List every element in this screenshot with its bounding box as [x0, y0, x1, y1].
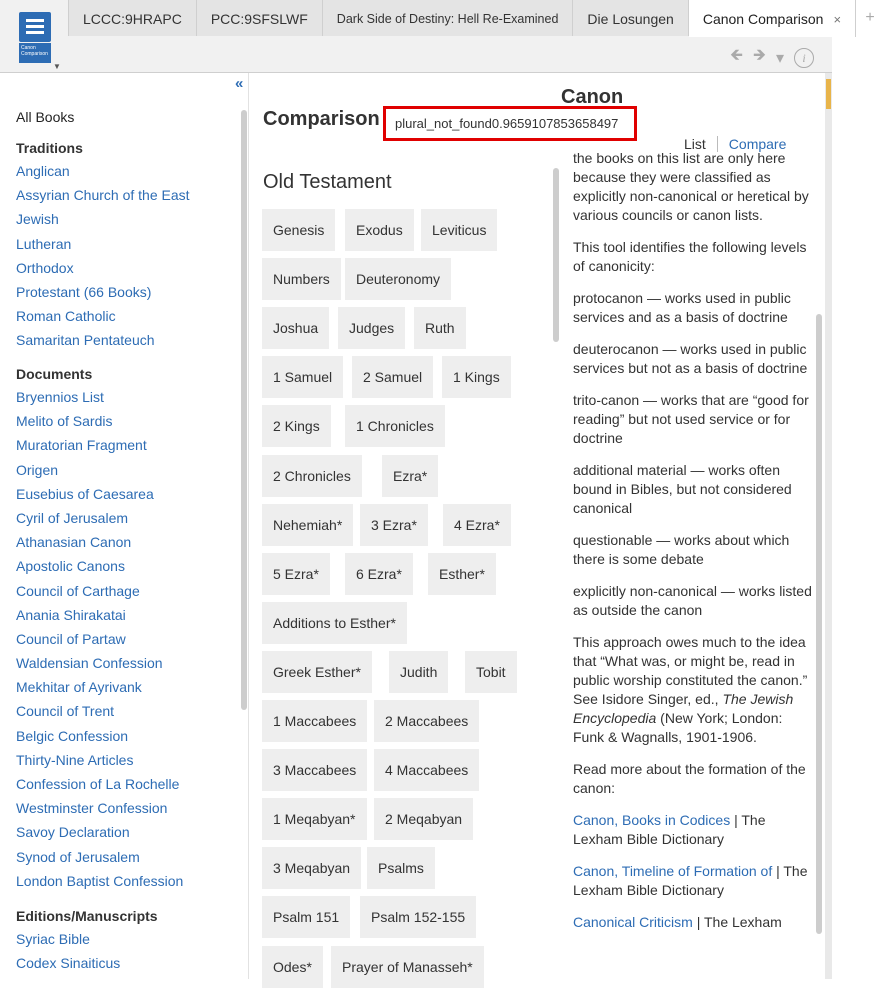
tab-pcc[interactable]: [197, 0, 323, 36]
top-toolbar: [0, 0, 875, 73]
comparison-scrollbar[interactable]: [553, 168, 559, 342]
add-tab-button[interactable]: +: [865, 9, 875, 26]
book-chip[interactable]: Esther*: [428, 553, 496, 595]
sidebar-item-council-of-trent[interactable]: Council of Trent: [16, 703, 115, 720]
read-more-text: Read more about the formation of the canon:: [573, 761, 806, 796]
sidebar-item-lutheran[interactable]: Lutheran: [16, 235, 72, 252]
sidebar-item-eusebius-of-caesarea[interactable]: Eusebius of Caesarea: [16, 485, 154, 502]
book-chip[interactable]: Prayer of Manasseh*: [331, 946, 484, 988]
book-chip[interactable]: 1 Chronicles: [345, 405, 445, 447]
book-chip[interactable]: Odes*: [262, 946, 323, 988]
canon-paragraph: additional material — works often bound in Bibles, but not considered canonical: [573, 462, 792, 516]
canon-paragraph: This tool identifies the following levels of canonicity:: [573, 239, 807, 274]
tab-list[interactable]: List: [684, 136, 706, 152]
sidebar-item-jewish[interactable]: Jewish: [16, 211, 59, 228]
sidebar-item-council-of-partaw[interactable]: Council of Partaw: [16, 630, 126, 647]
book-chip[interactable]: 3 Maccabees: [262, 749, 367, 791]
book-chip[interactable]: Tobit: [465, 651, 517, 693]
reference-link[interactable]: Canon, Books in Codices: [573, 812, 731, 828]
chevron-down-icon[interactable]: ▼: [53, 62, 61, 71]
reference-link[interactable]: Canonical Criticism: [573, 914, 693, 930]
tab-die-losungen[interactable]: [573, 0, 688, 36]
nav-controls: [730, 44, 814, 71]
reference-source: | The Lexham: [692, 914, 782, 930]
sidebar-item-belgic-confession[interactable]: Belgic Confession: [16, 727, 129, 744]
sidebar-item-origen[interactable]: Origen: [16, 461, 59, 478]
book-chip[interactable]: 2 Chronicles: [262, 455, 362, 497]
back-arrow-icon[interactable]: 🡸: [729, 47, 743, 64]
sidebar-item-anania-shirakatai[interactable]: Anania Shirakatai: [16, 606, 126, 623]
sidebar-item-melito-of-sardis[interactable]: Melito of Sardis: [16, 413, 113, 430]
sidebar-item-westminster-confession[interactable]: Westminster Confession: [16, 800, 168, 817]
panel-menu-button[interactable]: [19, 12, 51, 64]
sidebar-group-traditions: [16, 137, 190, 353]
book-chip[interactable]: Psalm 152-155: [360, 896, 476, 938]
info-icon[interactable]: i: [794, 48, 814, 68]
sidebar-item-syriac-bible[interactable]: Syriac Bible: [16, 931, 90, 947]
reference-item: [573, 913, 813, 932]
book-chip[interactable]: 1 Kings: [442, 356, 511, 398]
sidebar-item-athanasian-canon[interactable]: Athanasian Canon: [16, 534, 132, 551]
sidebar-item-all-books[interactable]: All Books: [16, 109, 75, 125]
sidebar-item-mekhitar-of-ayrivank[interactable]: Mekhitar of Ayrivank: [16, 679, 142, 696]
tooltip: plural_not_found0.9659107853658497: [383, 106, 637, 141]
sidebar-group-documents: [16, 363, 183, 893]
canon-comparison-icon: [19, 12, 51, 42]
canon-scrollbar[interactable]: [816, 314, 822, 934]
sidebar-item-assyrian-church-of-the-east[interactable]: Assyrian Church of the East: [16, 187, 190, 204]
reference-link[interactable]: Canon, Timeline of Formation of: [573, 863, 773, 879]
sidebar-item-cyril-of-jerusalem[interactable]: Cyril of Jerusalem: [16, 509, 129, 526]
tab-canon-comparison[interactable]: [689, 0, 856, 37]
sidebar-item-protestant-66-books[interactable]: Protestant (66 Books): [16, 283, 152, 300]
approach-paragraph: [573, 633, 813, 747]
panel-icon-caption: Canon Comparison: [19, 43, 51, 63]
book-chip[interactable]: 2 Samuel: [352, 356, 433, 398]
canon-paragraph: the books on this list are only here because they were classified as explicitly non-canonical or heretical by various councils or canon lists.: [573, 150, 809, 223]
canon-title: Canon: [561, 86, 624, 108]
tab-lccc[interactable]: [68, 0, 197, 36]
sidebar-group-heading: Documents: [16, 366, 93, 382]
book-chip[interactable]: Judith: [389, 651, 448, 693]
sidebar-item-apostolic-canons[interactable]: Apostolic Canons: [16, 558, 125, 575]
canon-paragraph: protocanon — works used in public services and as a basis of doctrine: [573, 290, 791, 325]
forward-arrow-icon[interactable]: 🡺: [752, 47, 766, 64]
book-chip[interactable]: 2 Meqabyan: [374, 798, 473, 840]
canon-paragraph: questionable — works about which there is some debate: [573, 532, 790, 567]
tab-label: Canon Comparison: [702, 11, 824, 27]
book-chip[interactable]: 2 Maccabees: [374, 700, 479, 742]
book-chip[interactable]: Leviticus: [421, 209, 497, 251]
book-chip[interactable]: 6 Ezra*: [345, 553, 413, 595]
window-edge: [825, 73, 832, 979]
book-chip[interactable]: Greek Esther*: [262, 651, 372, 693]
book-chip[interactable]: 5 Ezra*: [262, 553, 330, 595]
tab-label: Dark Side of Destiny: Hell Re-Examined: [336, 12, 559, 26]
book-chip[interactable]: 1 Maccabees: [262, 700, 367, 742]
sidebar-item-orthodox[interactable]: Orthodox: [16, 259, 74, 276]
reference-source: | The Lexham Bible Dictionary: [573, 812, 766, 847]
sidebar-item-savoy-declaration[interactable]: Savoy Declaration: [16, 824, 130, 841]
reference-item: [573, 811, 813, 849]
citation-title: The Jewish Encyclopedia: [573, 691, 794, 726]
sidebar-item-waldensian-confession[interactable]: Waldensian Confession: [16, 655, 163, 672]
book-chip[interactable]: 4 Ezra*: [443, 504, 511, 546]
book-chip[interactable]: 2 Kings: [262, 405, 331, 447]
dropdown-menu-icon[interactable]: ▾: [775, 49, 784, 67]
sidebar-item-samaritan-pentateuch[interactable]: Samaritan Pentateuch: [16, 332, 155, 349]
reference-item: [573, 862, 813, 900]
book-chip[interactable]: 1 Samuel: [262, 356, 343, 398]
sidebar-item-confession-of-la-rochelle[interactable]: Confession of La Rochelle: [16, 776, 180, 792]
book-chip[interactable]: 1 Meqabyan*: [262, 798, 367, 840]
book-chip[interactable]: Nehemiah*: [262, 504, 353, 546]
edge-marker: [826, 79, 831, 109]
sidebar-group-heading: Editions/Manuscripts: [16, 908, 158, 924]
tab-compare[interactable]: Compare: [728, 136, 787, 152]
sidebar-item-council-of-carthage[interactable]: Council of Carthage: [16, 582, 140, 599]
comparison-title: Comparison: [263, 108, 380, 130]
sidebar-item-codex-sinaiticus[interactable]: Codex Sinaiticus: [16, 955, 121, 972]
book-chip[interactable]: Joshua: [262, 307, 329, 349]
book-chip[interactable]: 3 Meqabyan: [262, 847, 361, 889]
canon-description: [573, 149, 813, 979]
old-testament-heading: Old Testament: [263, 171, 392, 193]
sidebar: [8, 73, 249, 979]
sidebar-item-bryennios-list[interactable]: Bryennios List: [16, 389, 104, 405]
sidebar-group-editions-manuscripts: [16, 905, 158, 975]
tab-label: Die Losungen: [587, 11, 674, 27]
sidebar-item-synod-of-jerusalem[interactable]: Synod of Jerusalem: [16, 848, 140, 865]
book-chip[interactable]: Ezra*: [382, 455, 438, 497]
book-chip[interactable]: Psalm 151: [262, 896, 350, 938]
sidebar-scrollbar[interactable]: [241, 110, 247, 710]
canon-paragraph: deuterocanon — works used in public services but not as a basis of doctrine: [573, 341, 808, 376]
book-chip[interactable]: 4 Maccabees: [374, 749, 479, 791]
collapse-sidebar-icon[interactable]: «: [235, 75, 244, 92]
canon-paragraph: explicitly non-canonical — works listed as outside the canon: [573, 583, 812, 618]
citation-details: (New York; London: Funk & Wagnalls, 1901-1906.: [573, 710, 783, 745]
approach-text: This approach owes much to the idea that “What was, or might be, read in public worship constituted the canon.” See Isidore Singer, ed.,: [573, 634, 808, 707]
book-chip[interactable]: Genesis: [262, 209, 335, 251]
book-chip[interactable]: Exodus: [345, 209, 414, 251]
reference-source: | The Lexham Bible Dictionary: [573, 863, 808, 898]
sidebar-item-roman-catholic[interactable]: Roman Catholic: [16, 308, 116, 325]
sidebar-item-muratorian-fragment[interactable]: Muratorian Fragment: [16, 437, 147, 454]
close-icon[interactable]: ×: [833, 12, 842, 27]
book-chip[interactable]: Additions to Esther*: [262, 602, 407, 644]
tab-strip: [68, 0, 884, 36]
book-chip[interactable]: Deuteronomy: [345, 258, 451, 300]
sidebar-group-heading: Traditions: [16, 140, 83, 156]
book-chip[interactable]: Psalms: [367, 847, 435, 889]
tab-dark-side-of-destiny[interactable]: [323, 0, 574, 36]
sidebar-item-thirty-nine-articles[interactable]: Thirty-Nine Articles: [16, 751, 134, 768]
sidebar-item-london-baptist-confession[interactable]: London Baptist Confession: [16, 872, 184, 889]
canon-paragraph: trito-canon — works that are “good for reading” but not used service or for doctrine: [573, 392, 809, 446]
book-chip[interactable]: 3 Ezra*: [360, 504, 428, 546]
sidebar-item-anglican[interactable]: Anglican: [16, 163, 70, 179]
tab-label: LCCC:9HRAPC: [83, 11, 182, 27]
book-chip[interactable]: Numbers: [262, 258, 341, 300]
tab-label: PCC:9SFSLWF: [210, 11, 308, 27]
book-chip[interactable]: Ruth: [414, 307, 466, 349]
book-chip[interactable]: Judges: [338, 307, 405, 349]
